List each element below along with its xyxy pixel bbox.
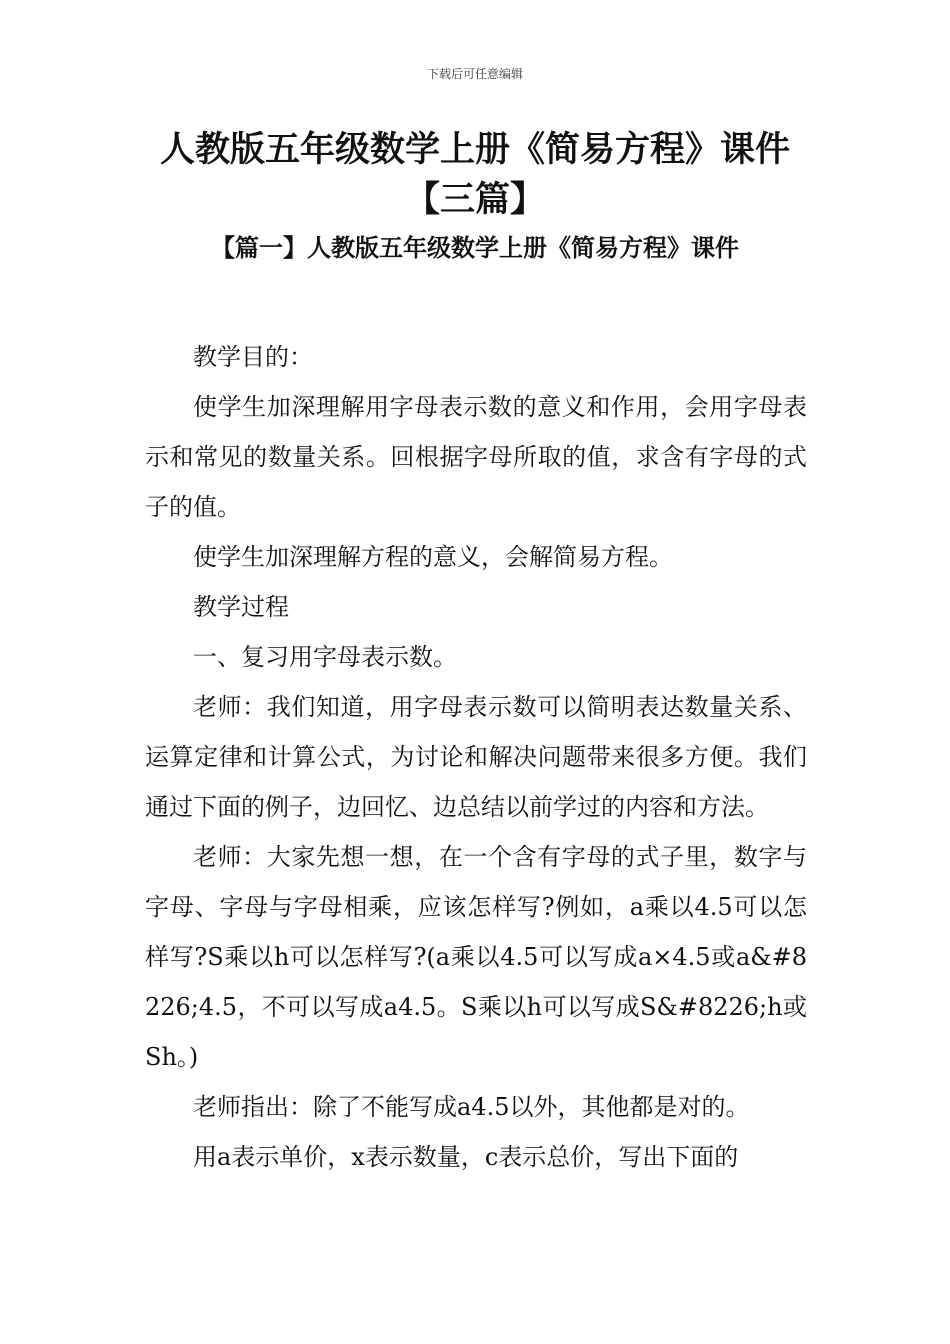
section-heading: 【篇一】人教版五年级数学上册《简易方程》课件 — [211, 233, 739, 262]
header-note: 下载后可任意编辑 — [426, 67, 523, 81]
paragraph-review-heading: 一、复习用字母表示数。 — [193, 643, 457, 671]
paragraph-teacher-1: 老师：我们知道，用字母表示数可以简明表达数量关系、运算定律和计算公式，为讨论和解决问题带来很多方便。我们通过下面的例子，边回忆、边总结以前学过的内容和方法。 — [145, 693, 807, 821]
document-title-line-2: 【三篇】 — [404, 180, 545, 220]
document-title-line-1: 人教版五年级数学上册《简易方程》课件 — [159, 130, 790, 170]
paragraph-goal-2: 使学生加深理解方程的意义，会解简易方程。 — [193, 543, 673, 571]
paragraph-goal-1: 使学生加深理解用字母表示数的意义和作用，会用字母表示和常见的数量关系。回根据字母所取的值，求含有字母的式子的值。 — [145, 393, 807, 521]
paragraph-teacher-note: 老师指出：除了不能写成a4.5以外，其他都是对的。 — [193, 1093, 750, 1121]
paragraph-exercise: 用a表示单价，x表示数量，c表示总价，写出下面的 — [193, 1143, 739, 1171]
document-body — [145, 332, 807, 1182]
paragraph-process-heading: 教学过程 — [193, 593, 289, 621]
paragraph-teacher-2: 老师：大家先想一想，在一个含有字母的式子里，数字与字母、字母与字母相乘，应该怎样写?例如，a乘以4.5可以怎样写?S乘以h可以怎样写?(a乘以4.5可以写成a×4.5或a&#8226;4.5，不可以写成a4.5。S乘以h可以写成S&#8226;h或Sh。) — [145, 843, 807, 1071]
paragraph-teaching-goal-heading: 教学目的： — [193, 343, 313, 371]
